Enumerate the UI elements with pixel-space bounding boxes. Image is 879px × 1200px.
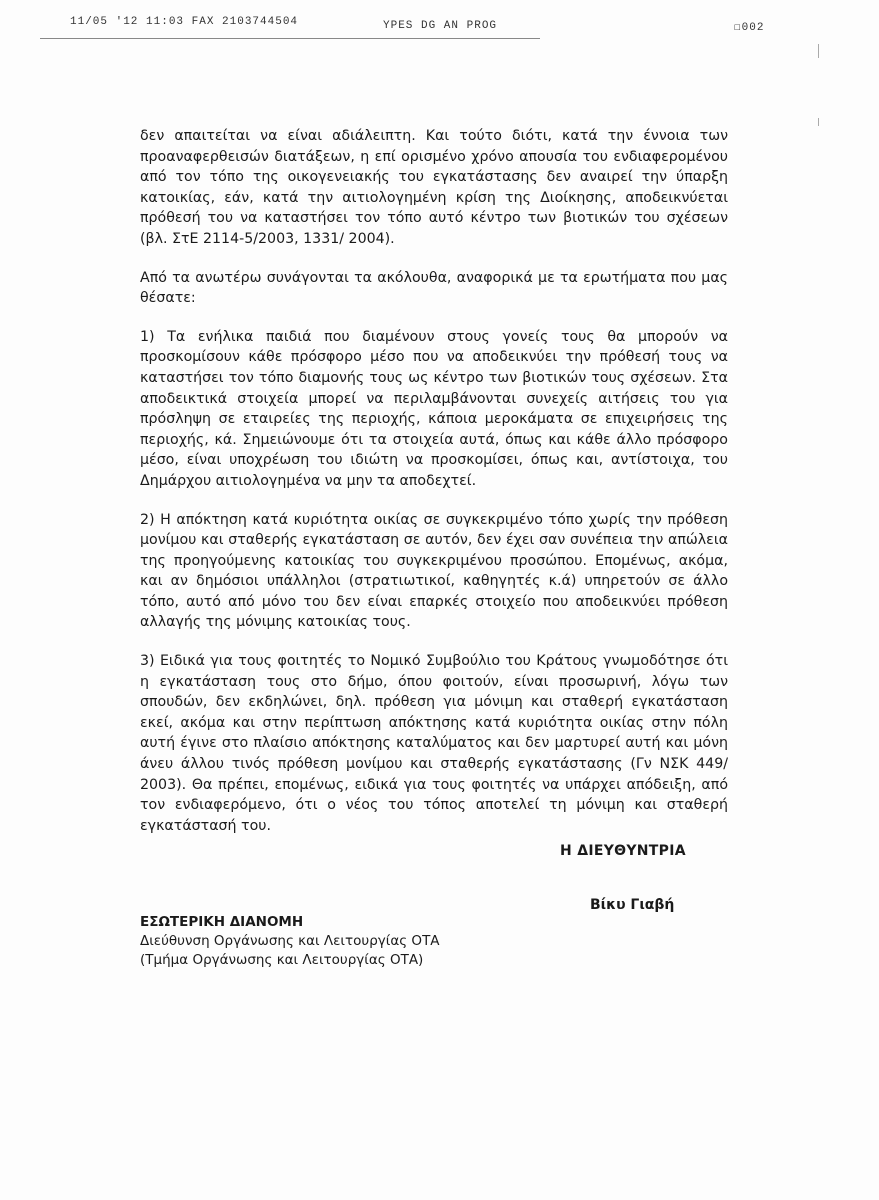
fax-page-number: ☐002 — [734, 22, 765, 34]
distribution-line: (Τμήμα Οργάνωσης και Λειτουργίας ΟΤΑ) — [140, 952, 424, 968]
scan-mark — [818, 118, 819, 126]
distribution-line: Διεύθυνση Οργάνωσης και Λειτουργίας ΟΤΑ — [140, 933, 440, 949]
paragraph-intro: Από τα ανωτέρω συνάγονται τα ακόλουθα, αναφορικά με τα ερωτήματα που μας θέσατε: — [140, 269, 728, 307]
paragraph-point-2: 2) Η απόκτηση κατά κυριότητα οικίας σε συγκεκριμένο τόπο χωρίς την πρόθεση μονίμου και σταθερής εγκατάσταση σε αυτόν, δεν έχει σαν συνέπεια την απώλεια της προηγούμενης κατοικίας του συγκεκριμένου προσώπου. Επομένως, ακόμα, και αν δημόσιοι υπάλληλοι (στρατιωτικοί, καθηγητές κ.ά) υπηρετούν σε άλλο τόπο, αυτό από μόνο του δεν είναι επαρκές στοιχείο που αποδεικνύει πρόθεση αλλαγής της μόνιμης κατοικίας τους. — [140, 511, 728, 631]
signature-title: Η ΔΙΕΥΘΥΝΤΡΙΑ — [560, 843, 686, 859]
fax-header-rule — [40, 38, 540, 39]
distribution-title: ΕΣΩΤΕΡΙΚΗ ΔΙΑΝΟΜΗ — [140, 914, 304, 930]
signature-name: Βίκυ Γιαβή — [590, 897, 675, 913]
letter-body — [140, 126, 728, 854]
paragraph-point-1: 1) Τα ενήλικα παιδιά που διαμένουν στους γονείς τους θα μπορούν να προσκομίσουν κάθε πρόσφορο μέσο που να αποδεικνύει την πρόθεσή τους να καταστήσει τον τόπο διαμονής τους ως κέντρο των βιοτικών τους σχέσεων. Στα αποδεικτικά στοιχεία μπορεί να περιλαμβάνονται συνεχείς αιτήσεις του για πρόσληψη σε εταιρείες της περιοχής, κάποια μεροκάματα σε επιχειρήσεις της περιοχής, κά. Σημειώνουμε ότι τα στοιχεία αυτά, όπως και κάθε άλλο πρόσφορο μέσο, είναι υποχρέωση του ιδιώτη να προσκομίσει, όπως και, αντίστοιχα, του Δημάρχου αιτιολογημένα να μην τα αποδεχτεί. — [140, 328, 728, 489]
fax-header-timestamp: 11/05 '12 11:03 FAX 2103744504 — [70, 16, 299, 28]
scan-mark — [818, 44, 819, 58]
paragraph-point-3: 3) Ειδικά για τους φοιτητές το Νομικό Συμβούλιο του Κράτους γνωμοδότησε ότι η εγκατάσταση τους στο δήμο, όπου φοιτούν, είναι προσωρινή, λόγω των σπουδών, δεν εκδηλώνει, δηλ. πρόθεση για μόνιμη και σταθερή εγκατάσταση εκεί, ακόμα και στην περίπτωση απόκτησης κατά κυριότητα οικίας στην πόλη αυτή έγινε στο πλαίσιο απόκτησης καταλύματος και δεν μαρτυρεί αυτή και μόνη άνευ άλλου τινός πρόθεση μονίμου και σταθερής εγκατάστασης (Γν ΝΣΚ 449/ 2003). Θα πρέπει, επομένως, ειδικά για τους φοιτητές να υπάρχει απόδειξη, από τον ενδιαφερόμενο, ότι ο νέος του τόπος αποτελεί τη μόνιμη και σταθερή εγκατάστασή του. — [140, 653, 728, 834]
fax-header-sender: YPES DG AN PROG — [383, 20, 498, 32]
internal-distribution — [140, 913, 440, 970]
paragraph-continuation: δεν απαιτείται να είναι αδιάλειπτη. Και τούτο διότι, κατά την έννοια των προαναφερθεισών διατάξεων, η επί ορισμένο χρόνο απουσία του ενδιαφερομένου από τον τόπο της οικογενειακής του εγκατάστασης δεν αναιρεί την ύπαρξη κατοικίας, εάν, κατά την αιτιολογημένη κρίση της Διοίκησης, αποδεικνύεται πρόθεσή του να καταστήσει τον τόπο αυτό κέντρο των βιοτικών του σχέσεων (βλ. ΣτΕ 2114-5/2003, 1331/ 2004). — [140, 128, 728, 247]
